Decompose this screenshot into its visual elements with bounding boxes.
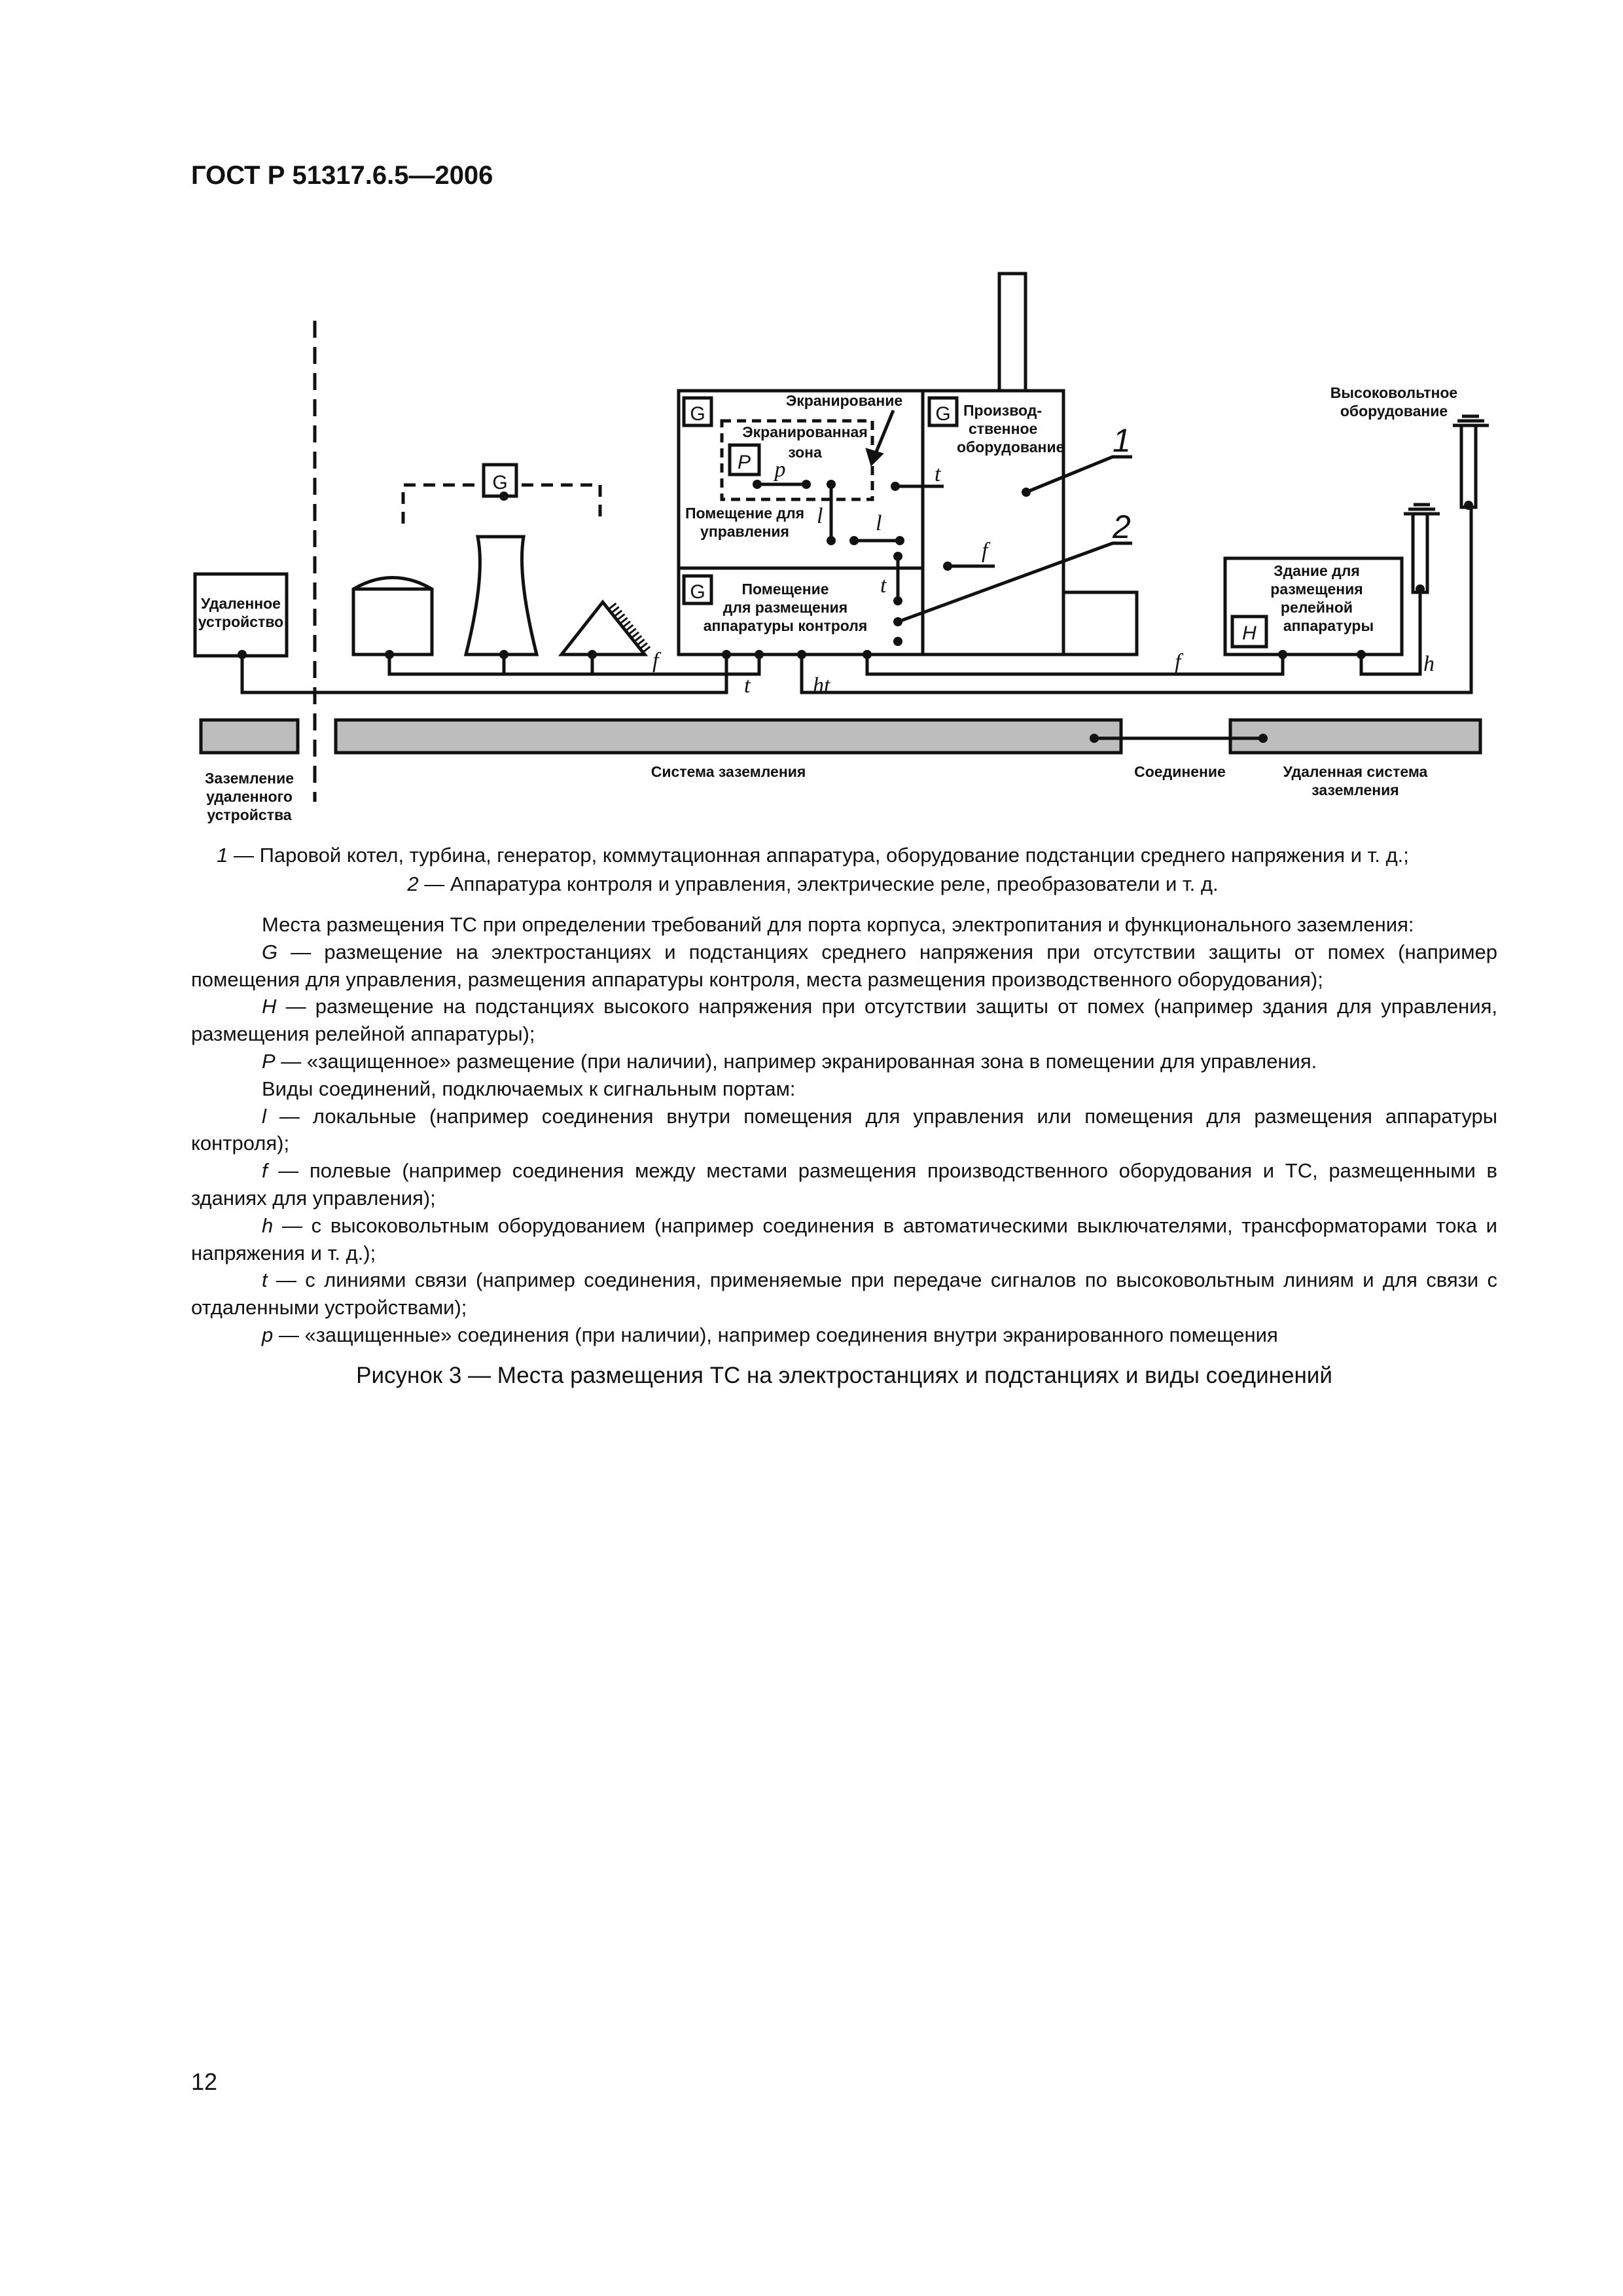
remote-device-label: Удаленное устройство — [198, 595, 284, 630]
relay-building-label: Здание для размещения релейной аппаратуры — [1270, 562, 1374, 634]
conn-ht-label: ht — [813, 673, 830, 698]
conn-t-label-1: t — [935, 462, 941, 486]
connection-label: Соединение — [1134, 763, 1226, 780]
note-2: 2 — Аппаратура контроля и управления, электрические реле, преобразователи и т. д. — [407, 872, 1219, 895]
remote-grounding-system-bar — [1230, 720, 1480, 753]
hv-equipment-label: Высоковольтное оборудование — [1330, 384, 1458, 420]
grounding-system-bar — [336, 720, 1121, 753]
legend-l: l — локальные (например соединения внутри помещения для управления или помещения для размещения аппаратуры контроля); — [191, 1104, 1497, 1155]
legend-h-conn: h — с высоковольтным оборудованием (например соединения в автоматическими выключателями, трансформаторами тока и напряжения и т. д.); — [191, 1213, 1497, 1265]
chimney — [999, 274, 1026, 391]
legend-t: t — с линиями связи (например соединения, применяемые при передаче сигналов по высоковольтным линиям и для связи с отдаленными устройствами); — [191, 1268, 1497, 1319]
legend-conn-intro: Виды соединений, подключаемых к сигнальным портам: — [262, 1077, 796, 1100]
conn-l-label-1: l — [817, 504, 823, 528]
callout-2: 2 — [1113, 509, 1131, 545]
shielding-arrow — [874, 410, 893, 458]
g-label-production: G — [935, 403, 951, 425]
placement-diagram — [0, 0, 1623, 838]
conn-h-label: h — [1423, 652, 1435, 676]
control-equipment-room-label: Помещение для размещения аппаратуры контроля — [703, 581, 868, 634]
conn-p-label: p — [774, 457, 786, 482]
legend-p: P — «защищенное» размещение (при наличии), например экранированная зона в помещении для управления. — [262, 1049, 1317, 1073]
control-room-label: Помещение для управления — [685, 505, 805, 540]
shielding-label: Экранирование — [785, 392, 903, 409]
leader-2 — [898, 543, 1132, 622]
page-number: 12 — [191, 2068, 218, 2095]
callout-1: 1 — [1113, 422, 1131, 459]
shielded-zone-label: Экранированная зона — [742, 423, 868, 461]
legend — [191, 911, 1497, 1349]
cooling-tower-icon — [466, 537, 537, 655]
remote-grounding-label: Заземление удаленного устройства — [204, 770, 294, 823]
conn-f-label-3: f — [1175, 650, 1181, 674]
p-box-label: P — [737, 452, 751, 473]
g-label-top: G — [492, 472, 508, 493]
hv-equipment-small — [1413, 514, 1427, 592]
figure-notes — [191, 841, 1435, 899]
conn-l-label-2: l — [876, 511, 882, 535]
grounding-system-label: Система заземления — [651, 763, 806, 780]
legend-intro: Места размещения ТС при определении требований для порта корпуса, электропитания и функционального заземления: — [262, 913, 1414, 936]
conn-t-label-2: t — [880, 573, 887, 598]
legend-f: f — полевые (например соединения между местами размещения производственного оборудования и ТС, размещенными в зданиях для управления); — [191, 1159, 1497, 1210]
note-1: 1 — Паровой котел, турбина, генератор, коммутационная аппаратура, оборудование подстанции среднего напряжения и т. д.; — [217, 844, 1409, 867]
triangle-icon — [562, 602, 645, 655]
conn-t-label-3: t — [744, 673, 751, 698]
hv-equipment-large — [1461, 425, 1476, 507]
standard-header: ГОСТ Р 51317.6.5—2006 — [191, 161, 493, 190]
remote-grounding-bar — [201, 720, 298, 753]
conn-f-label-1: f — [982, 539, 988, 563]
legend-h: H — размещение на подстанциях высокого напряжения при отсутствии защиты от помех (например здания для управления, размещения релейной аппаратуры); — [191, 995, 1497, 1046]
g-label-control-equipment: G — [690, 581, 705, 603]
legend-p-conn: p — «защищенные» соединения (при наличии), например соединения внутри экранированного помещения — [262, 1323, 1278, 1346]
remote-grounding-system-label: Удаленная система заземления — [1283, 763, 1428, 798]
leader-1 — [1026, 457, 1132, 492]
production-label: Производ-ственное оборудование — [957, 402, 1065, 456]
figure-title: Рисунок 3 — Места размещения ТС на электростанциях и подстанциях и виды соединений — [356, 1363, 1332, 1388]
legend-g: G — размещение на электростанциях и подстанциях среднего напряжения при отсутствии защиты от помех (например помещения для управления, размещения аппаратуры контроля, места размещения производственного оборудования); — [191, 940, 1497, 991]
conn-f-label-2: f — [652, 649, 659, 673]
g-label-control: G — [690, 403, 705, 425]
h-box-label: H — [1242, 622, 1257, 644]
